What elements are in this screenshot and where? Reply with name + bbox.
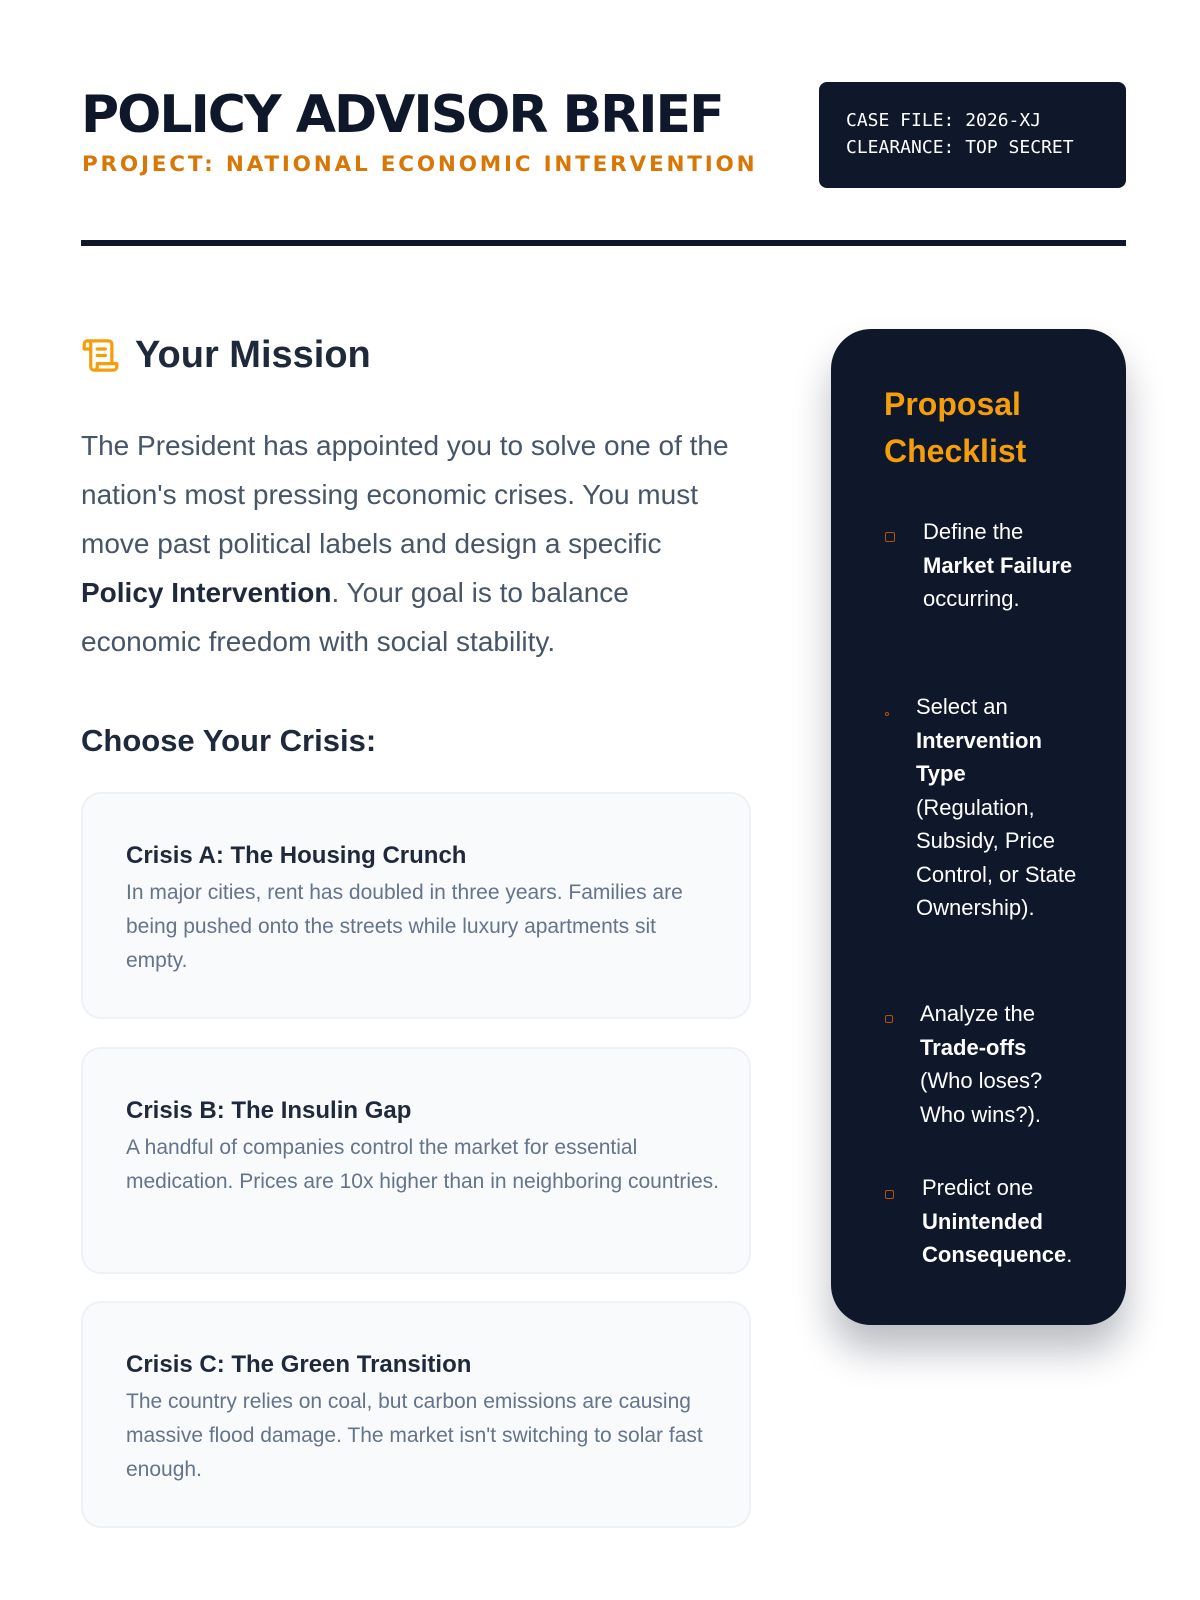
crisis-card-b[interactable] [81, 1047, 751, 1274]
case-file-badge [819, 82, 1126, 188]
proposal-checklist [831, 329, 1126, 1325]
checkbox-icon [885, 532, 895, 542]
page-title: POLICY ADVISOR BRIEF [81, 85, 723, 145]
scroll-icon [81, 336, 120, 375]
crisis-description: In major cities, rent has doubled in three years. Families are being pushed onto the streets while luxury apartments sit empty. [126, 881, 683, 972]
crisis-description: A handful of companies control the market for essential medication. Prices are 10x higher than in neighboring countries. [126, 1136, 720, 1193]
checklist-title [884, 381, 1026, 475]
checklist-item: Define the Market Failure occurring. [923, 519, 1073, 611]
mission-text-emphasis: Policy Intervention [81, 577, 332, 608]
mission-text-part: The President has appointed you to solve one of the nation's most pressing economic crises. You must move past political labels and design a specific [81, 430, 729, 559]
crisis-title: Crisis C: The Green Transition [126, 1351, 472, 1378]
checkbox-icon [885, 712, 889, 716]
mission-text-part: . Your goal is to balance economic freedom with social stability. [81, 577, 629, 657]
header-divider [81, 240, 1126, 246]
checkbox-icon [885, 1190, 894, 1199]
case-file-label: CASE FILE: 2026-XJ [846, 110, 1042, 131]
mission-title: Your Mission [135, 334, 371, 376]
mission-description [81, 421, 751, 666]
page-subtitle: PROJECT: NATIONAL ECONOMIC INTERVENTION [82, 152, 758, 177]
checklist-item: Predict one Unintended Consequence. [922, 1175, 1073, 1267]
checklist-title-line: Proposal [884, 386, 1021, 422]
page-header [81, 82, 1126, 192]
clearance-label: CLEARANCE: TOP SECRET [846, 137, 1074, 158]
crisis-card-a[interactable] [81, 792, 751, 1019]
checkbox-icon [885, 1015, 893, 1023]
crisis-title: Crisis A: The Housing Crunch [126, 842, 467, 869]
checklist-item: Select an Intervention Type (Regulation, Subsidy, Price Control, or State Ownership). [916, 694, 1077, 920]
crisis-description: The country relies on coal, but carbon emissions are causing massive flood damage. The market isn't switching to solar fast enough. [126, 1390, 703, 1481]
crisis-card-c[interactable] [81, 1301, 751, 1528]
checklist-item: Analyze the Trade-offs (Who loses? Who wins?). [920, 1001, 1043, 1127]
choose-crisis-heading: Choose Your Crisis: [81, 723, 377, 758]
crisis-title: Crisis B: The Insulin Gap [126, 1097, 412, 1124]
checklist-title-line: Checklist [884, 433, 1027, 469]
